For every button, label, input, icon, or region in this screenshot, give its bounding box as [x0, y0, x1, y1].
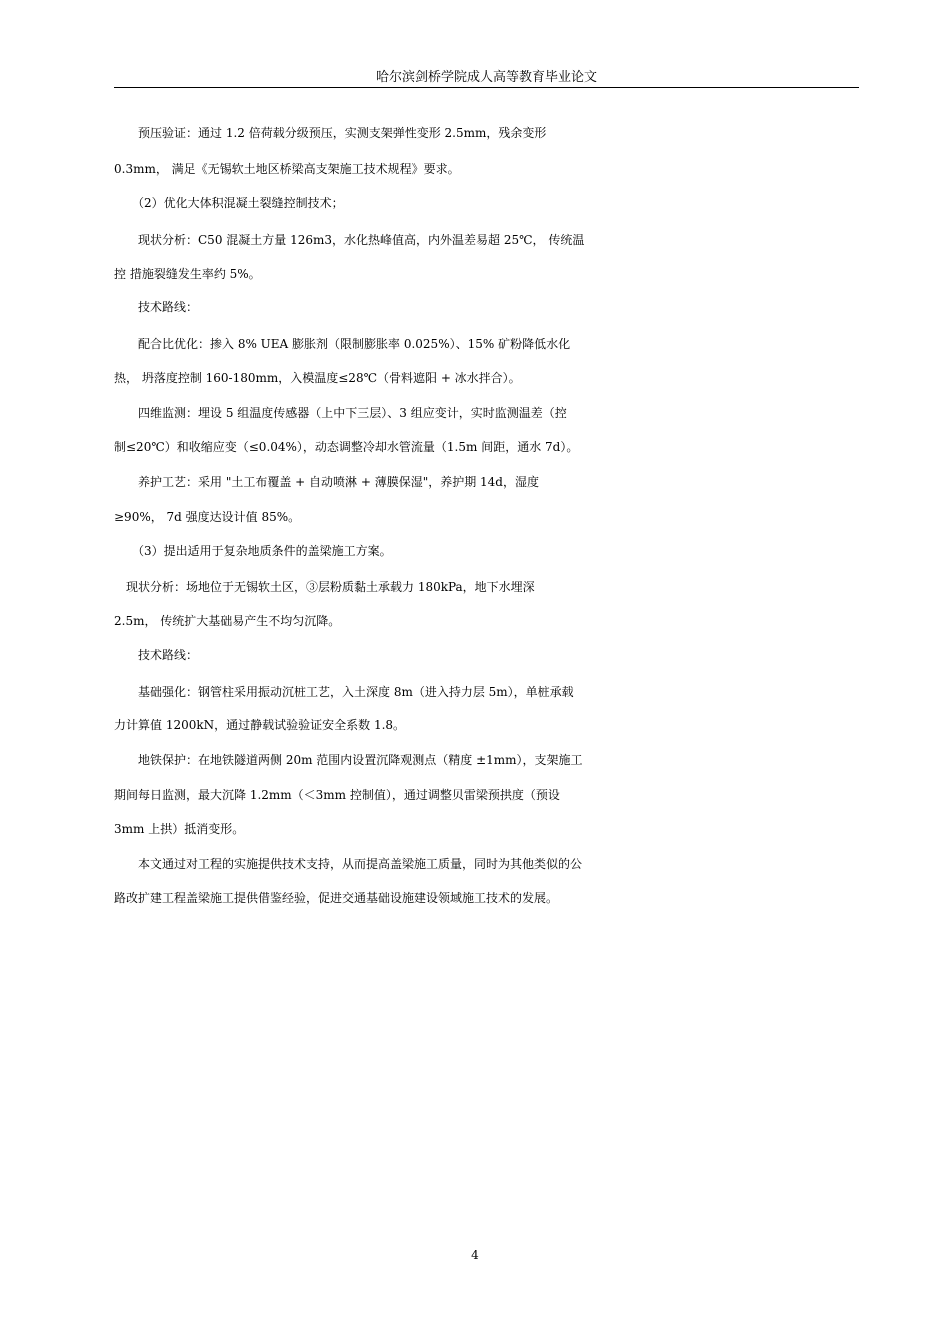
text-line: ≥90%， 7d 强度达设计值 85%。 — [114, 510, 301, 524]
text-line: 技术路线： — [114, 300, 199, 314]
text-line: 热， 坍落度控制 160-180mm，入模温度≤28℃（骨料遮阳 + 冰水拌合）。 — [114, 371, 521, 385]
text-line: 现状分析：场地位于无锡软土区，③层粉质黏土承载力 180kPa，地下水埋深 — [114, 580, 535, 594]
text-line: 四维监测：埋设 5 组温度传感器（上中下三层）、3 组应变计，实时监测温差（控 — [114, 406, 567, 420]
text-line: 2.5m， 传统扩大基础易产生不均匀沉降。 — [114, 614, 341, 628]
page-number: 4 — [471, 1248, 479, 1262]
section-heading: （2）优化大体积混凝土裂缝控制技术； — [114, 196, 344, 210]
text-line: 力计算值 1200kN，通过静载试验验证安全系数 1.8。 — [114, 718, 406, 732]
text-line: 3mm 上拱）抵消变形。 — [114, 822, 245, 836]
text-line: 预压验证：通过 1.2 倍荷载分级预压，实测支架弹性变形 2.5mm，残余变形 — [114, 126, 547, 140]
text-line: 期间每日监测，最大沉降 1.2mm（＜3mm 控制值），通过调整贝雷梁预拱度（预设 — [114, 788, 560, 802]
section-heading: （3）提出适用于复杂地质条件的盖梁施工方案。 — [114, 544, 392, 558]
text-line: 控 措施裂缝发生率约 5%。 — [114, 267, 261, 281]
text-line: 制≤20℃）和收缩应变（≤0.04%），动态调整冷却水管流量（1.5m 间距，通水 7d）。 — [114, 440, 579, 454]
text-line: 现状分析：C50 混凝土方量 126m3，水化热峰值高，内外温差易超 25℃， 传统温 — [114, 233, 585, 247]
text-line: 地铁保护：在地铁隧道两侧 20m 范围内设置沉降观测点（精度 ±1mm），支架施工 — [114, 753, 583, 767]
text-line: 路改扩建工程盖梁施工提供借鉴经验，促进交通基础设施建设领域施工技术的发展。 — [114, 891, 559, 905]
page-header-title: 哈尔滨剑桥学院成人高等教育毕业论文 — [375, 70, 597, 85]
text-line: 0.3mm， 满足《无锡软土地区桥梁高支架施工技术规程》要求。 — [114, 162, 460, 176]
text-line: 养护工艺：采用 "土工布覆盖 + 自动喷淋 + 薄膜保湿"，养护期 14d，湿度 — [114, 475, 539, 489]
header-divider — [114, 87, 859, 88]
text-line: 技术路线： — [114, 648, 199, 662]
text-line: 配合比优化：掺入 8% UEA 膨胀剂（限制膨胀率 0.025%）、15% 矿粉降低水化 — [114, 337, 571, 351]
text-line: 本文通过对工程的实施提供技术支持，从而提高盖梁施工质量，同时为其他类似的公 — [114, 857, 583, 871]
text-line: 基础强化：钢管柱采用振动沉桩工艺，入土深度 8m（进入持力层 5m），单桩承载 — [114, 685, 574, 699]
